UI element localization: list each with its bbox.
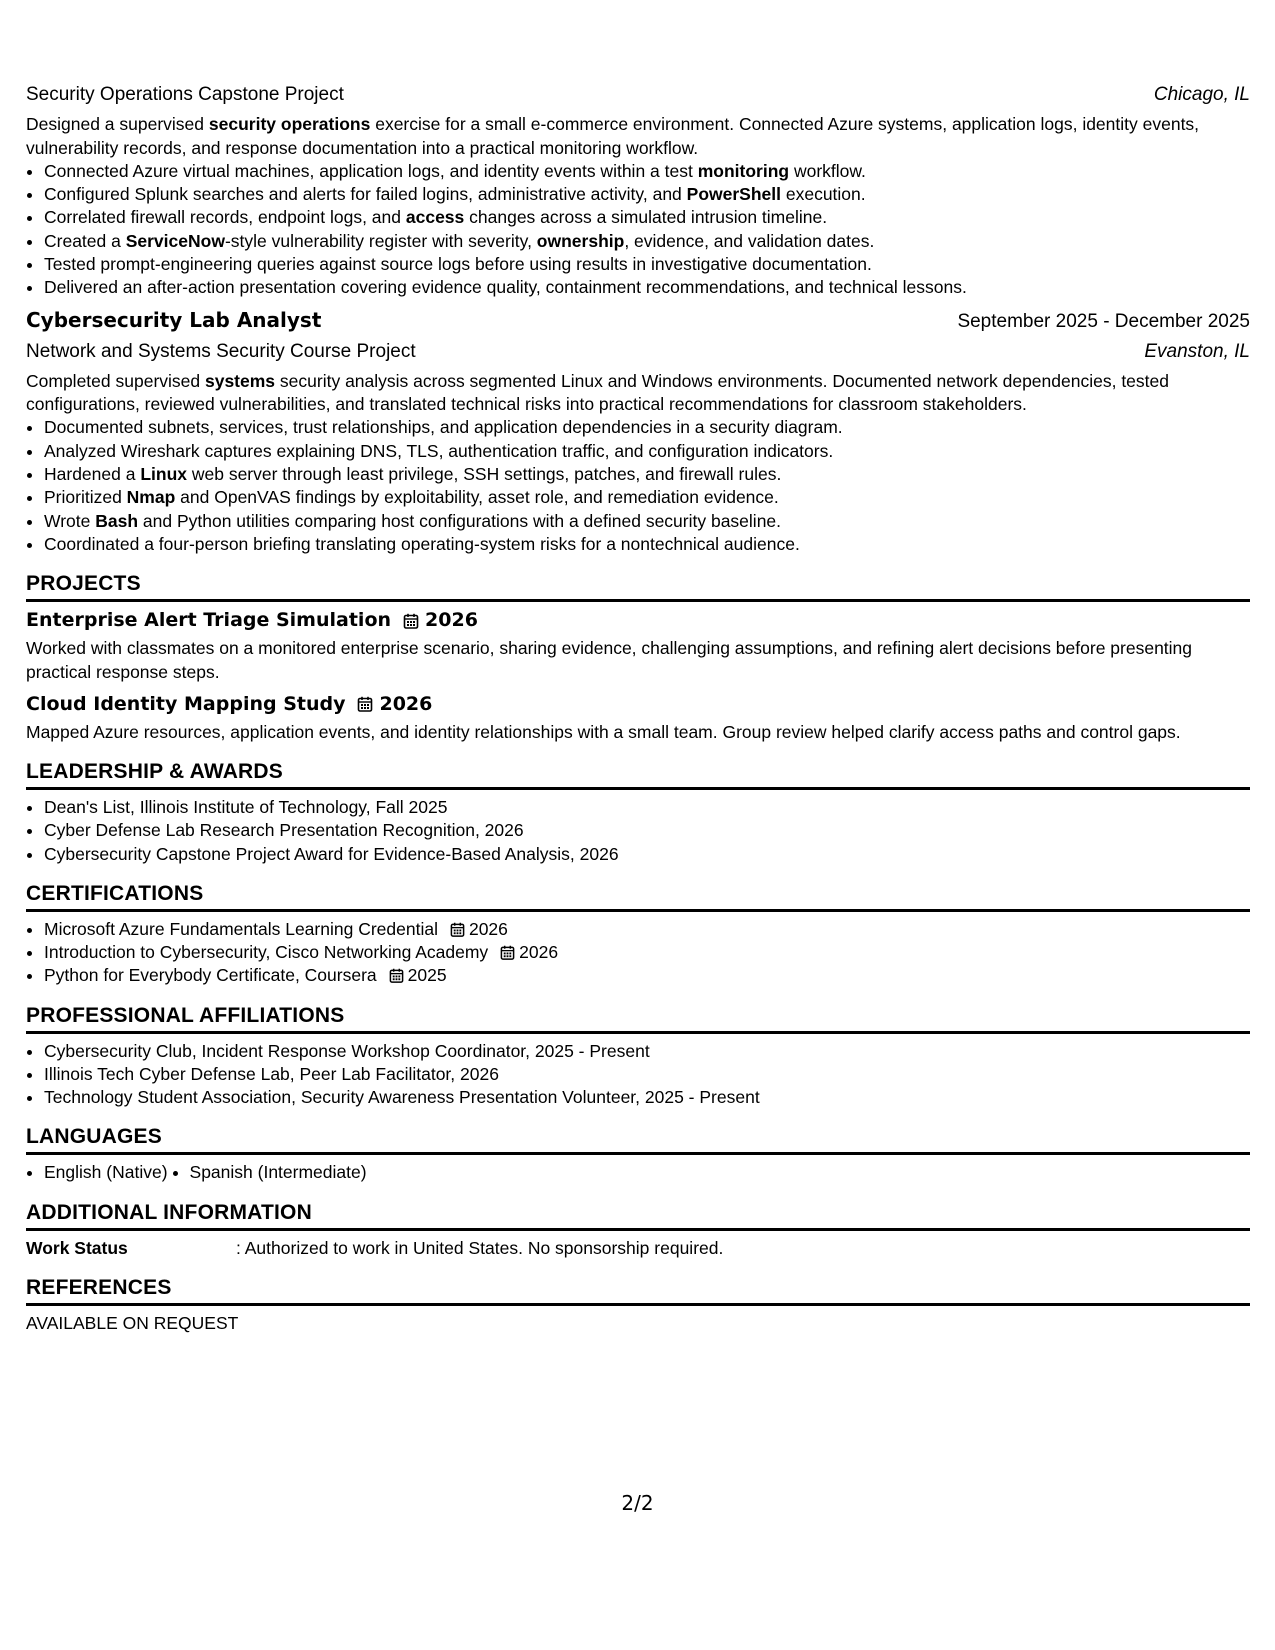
emphasis-text: security operations [208,114,371,135]
entry-bullets [26,160,1250,300]
emphasis-text: PowerShell [686,184,781,205]
text-run: workflow. [789,160,866,181]
bullet-item [44,160,1250,183]
section-title-languages: LANGUAGES [26,1123,1250,1155]
certifications-list [26,918,1250,988]
bullet-item [44,440,1250,463]
calendar-icon [357,696,373,712]
bullet-item [44,486,1250,509]
section-title-affiliations: PROFESSIONAL AFFILIATIONS [26,1002,1250,1034]
job-dates: September 2025 - December 2025 [957,311,1250,333]
list-item [44,964,1250,987]
list-item: • Dean's List, Illinois Institute of Technology, Fall 2025 [44,796,1250,819]
text-run: Delivered an after-action presentation covering evidence quality, containment recommendations, and technical lessons. [44,277,967,298]
text-run: -style vulnerability register with severity, [224,230,537,251]
calendar-icon [450,922,465,937]
experience-entry-1 [26,82,1250,299]
calendar-icon [389,968,404,983]
bullet-item [44,253,1250,276]
project-item [26,692,1250,745]
text-run: Connected Azure virtual machines, application logs, and identity events within a test [44,160,698,181]
certification-year: 2026 [519,942,559,963]
entry-description [26,113,1250,160]
job-title: Cybersecurity Lab Analyst [26,308,322,333]
text-run: Completed supervised [26,370,205,391]
section-title-projects: PROJECTS [26,570,1250,602]
list-item: • Cybersecurity Club, Incident Response Workshop Coordinator, 2025 - Present [44,1040,1250,1063]
project-title: Enterprise Alert Triage Simulation [26,608,392,631]
bullet-item [44,510,1250,533]
languages-list [26,1161,1250,1184]
text-run: Created a [44,230,126,251]
references-text: AVAILABLE ON REQUEST [26,1312,239,1333]
entry-location: Evanston, IL [1144,340,1250,362]
emphasis-text: Bash [95,510,139,531]
project-description: Worked with classmates on a monitored enterprise scenario, sharing evidence, challenging assumptions, and refining alert decisions before presenting practical response steps. [26,638,1193,682]
text-run: changes across a simulated intrusion timeline. [464,207,828,228]
bullet-item [44,206,1250,229]
text-run: , evidence, and validation dates. [624,230,875,251]
text-run: and Python utilities comparing host configurations with a defined security baseline. [138,510,782,531]
emphasis-text: ServiceNow [125,230,225,251]
certification-name: Microsoft Azure Fundamentals Learning Credential [44,918,438,939]
work-status-value: : Authorized to work in United States. No sponsorship required. [236,1237,724,1258]
project-year: 2026 [379,692,433,715]
text-run: Prioritized [44,487,127,508]
work-status-label: Work Status [26,1237,128,1258]
bullet-item [44,463,1250,486]
calendar-icon [403,613,419,629]
bullet-item [44,183,1250,206]
calendar-icon [500,945,515,960]
language-item: • Spanish (Intermediate) [190,1161,367,1184]
emphasis-text: ownership [536,230,625,251]
project-year: 2026 [425,608,478,631]
resume-content [26,82,1250,1335]
emphasis-text: monitoring [697,160,790,181]
text-run: execution. [781,184,866,205]
text-run: Correlated firewall records, endpoint logs, and [44,207,406,228]
entry-bullets [26,416,1250,556]
text-run: exercise for a small e-commerce environment. Connected Azure systems, application logs, identity events, vulnerability records, and response documentation into a practical monitoring workflow. [26,114,1200,158]
text-run: web server through least privilege, SSH settings, patches, and firewall rules. [187,463,782,484]
entry-location: Chicago, IL [1153,84,1250,105]
text-run: Documented subnets, services, trust relationships, and application dependencies in a security diagram. [44,417,843,438]
experience-entry-2 [26,307,1250,556]
section-title-additional: ADDITIONAL INFORMATION [26,1199,1250,1231]
list-item: • Cybersecurity Capstone Project Award for Evidence-Based Analysis, 2026 [44,843,1250,866]
text-run: Configured Splunk searches and alerts for failed logins, administrative activity, and [44,184,687,205]
certification-name: Python for Everybody Certificate, Coursera [44,965,377,986]
list-item [44,918,1250,941]
certification-year: 2025 [407,965,447,986]
bullet-item [44,533,1250,556]
bullet-item [44,416,1250,439]
text-run: Hardened a [44,463,141,484]
project-title: Cloud Identity Mapping Study [26,692,346,715]
list-item [44,941,1250,964]
text-run: Designed a supervised [26,114,209,135]
text-run: Coordinated a four-person briefing translating operating-system risks for a nontechnical audience. [44,533,800,554]
section-title-leadership: LEADERSHIP & AWARDS [26,758,1250,790]
list-item: • Technology Student Association, Security Awareness Presentation Volunteer, 2025 - Present [44,1086,1250,1109]
emphasis-text: Linux [140,463,187,484]
section-title-certifications: CERTIFICATIONS [26,880,1250,912]
certification-year: 2026 [468,918,508,939]
work-status-row [26,1237,1250,1260]
bullet-item [44,276,1250,299]
list-item: • Cyber Defense Lab Research Presentation Recognition, 2026 [44,819,1250,842]
entry-subtitle: Network and Systems Security Course Project [26,340,416,362]
project-item [26,608,1250,684]
certification-name: Introduction to Cybersecurity, Cisco Networking Academy [44,942,489,963]
language-item: • English (Native) [44,1161,168,1184]
entry-description [26,370,1250,417]
text-run: security analysis across segmented Linux and Windows environments. Documented network dependencies, tested configurations, reviewed vulnerabilities, and translated technical risks into practical recommendations for classroom stakeholders. [26,370,1169,415]
leadership-list [26,796,1250,866]
section-title-references: REFERENCES [26,1274,1250,1306]
emphasis-text: Nmap [126,487,176,508]
bullet-item [44,230,1250,253]
project-description: Mapped Azure resources, application events, and identity relationships with a small team. Group review helped clarify access paths and control gaps. [26,722,1181,743]
text-run: Wrote [44,510,96,531]
emphasis-text: access [405,207,465,228]
page-number: 2/2 [621,1491,654,1515]
text-run: Tested prompt-engineering queries against source logs before using results in investigative documentation. [44,253,872,274]
text-run: Analyzed Wireshark captures explaining DNS, TLS, authentication traffic, and configuration indicators. [44,440,834,461]
affiliations-list [26,1040,1250,1110]
list-item: • Illinois Tech Cyber Defense Lab, Peer Lab Facilitator, 2026 [44,1063,1250,1086]
entry-subtitle: Security Operations Capstone Project [26,84,344,105]
text-run: and OpenVAS findings by exploitability, asset role, and remediation evidence. [175,487,779,508]
emphasis-text: systems [204,370,276,391]
